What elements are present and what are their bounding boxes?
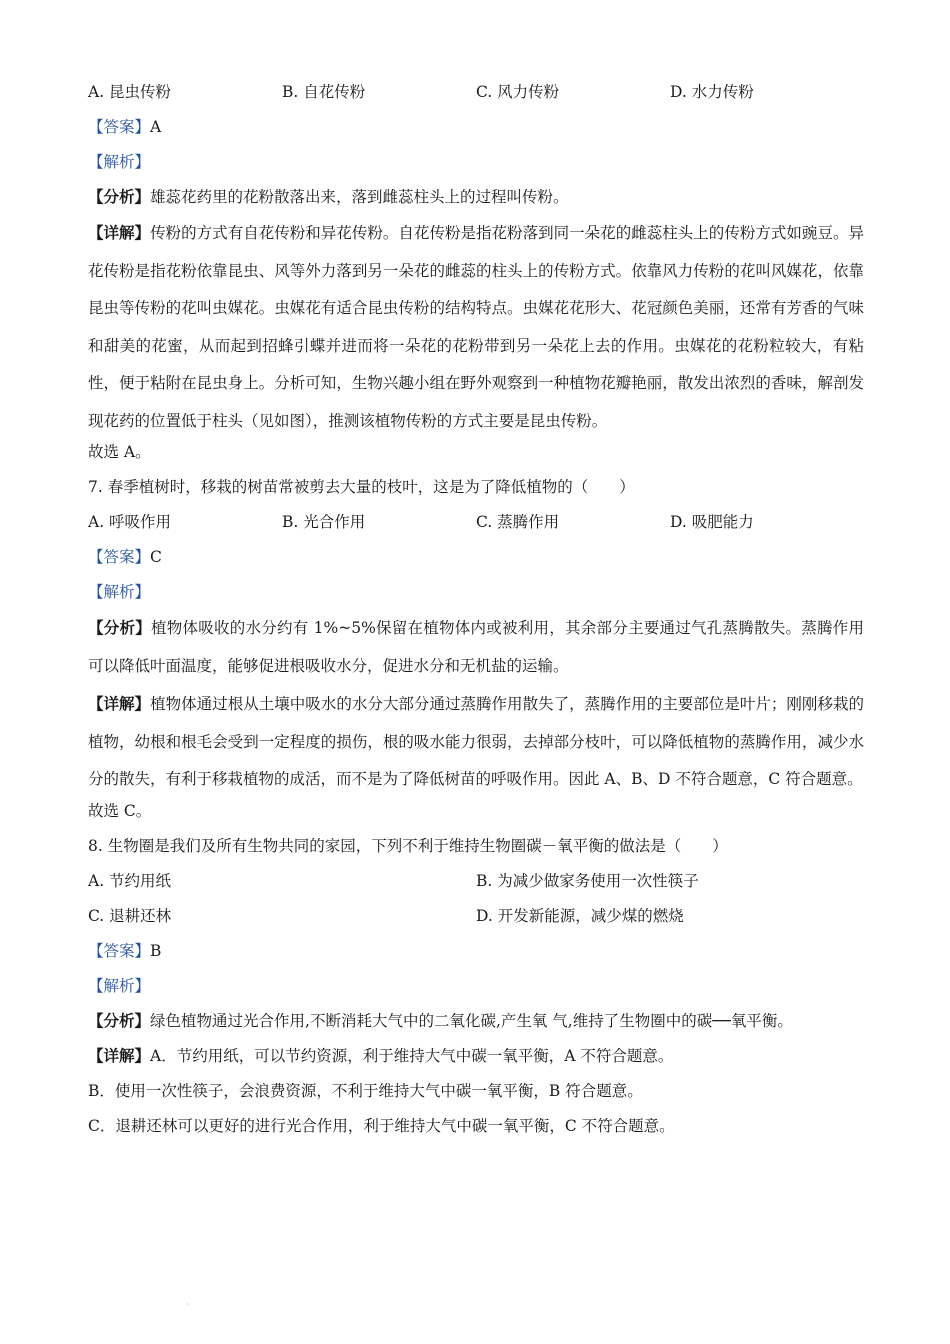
q6-conclusion: 故选 A。 bbox=[88, 443, 151, 461]
q7-option-d: D. 吸肥能力 bbox=[670, 513, 754, 531]
q6-option-d: D. 水力传粉 bbox=[670, 83, 754, 101]
q6-options bbox=[88, 78, 864, 113]
fenxi-tag: 【分析】 bbox=[88, 1010, 151, 1030]
q7-fenxi bbox=[88, 609, 864, 685]
xiangjie-tag: 【详解】 bbox=[88, 694, 151, 713]
q7-xiangjie bbox=[88, 685, 864, 799]
q8-stem: 8. 生物圈是我们及所有生物共同的家园，下列不利于维持生物圈碳－氧平衡的做法是（ ） bbox=[88, 836, 728, 855]
xiangjie-tag: 【详解】 bbox=[88, 223, 151, 242]
q8-fenxi bbox=[88, 1007, 864, 1042]
q8-option-b: B. 为减少做家务使用一次性筷子 bbox=[476, 871, 699, 890]
q8-xiangjie bbox=[88, 1042, 864, 1077]
xiangjie-tag: 【详解】 bbox=[88, 1045, 151, 1065]
q7-answer bbox=[88, 543, 864, 578]
analysis-tag: 【解析】 bbox=[88, 583, 151, 601]
answer-tag: 【答案】 bbox=[88, 548, 151, 566]
q6-answer bbox=[88, 113, 864, 148]
q8-option-c: C. 退耕还林 bbox=[88, 906, 172, 925]
q7-option-c: C. 蒸腾作用 bbox=[476, 513, 560, 531]
q8-detail-b: B．使用一次性筷子，会浪费资源，不利于维持大气中碳一氧平衡，B 符合题意。 bbox=[88, 1081, 643, 1100]
q7-option-a: A. 呼吸作用 bbox=[88, 513, 172, 531]
q8-options-row1 bbox=[88, 867, 864, 902]
footer-mark: · bbox=[186, 1300, 189, 1309]
q6-fenxi bbox=[88, 183, 864, 218]
q7-stem: 7. 春季植树时，移栽的树苗常被剪去大量的枝叶，这是为了降低植物的（ ） bbox=[88, 478, 635, 496]
q8-detail-c: C．退耕还林可以更好的进行光合作用，利于维持大气中碳一氧平衡，C 不符合题意。 bbox=[88, 1116, 675, 1135]
q6-fenxi-text: 雄蕊花药里的花粉散落出来，落到雌蕊柱头上的过程叫传粉。 bbox=[150, 188, 569, 206]
fenxi-tag: 【分析】 bbox=[88, 187, 151, 206]
answer-tag: 【答案】 bbox=[88, 941, 151, 960]
q7-answer-value: C bbox=[150, 548, 162, 566]
q8-answer-value: B bbox=[150, 941, 162, 960]
q7-analysis-heading bbox=[88, 578, 864, 613]
q8-answer bbox=[88, 937, 864, 972]
q6-option-a: A. 昆虫传粉 bbox=[88, 83, 172, 101]
q6-option-c: C. 风力传粉 bbox=[476, 83, 560, 101]
q6-answer-value: A bbox=[150, 118, 162, 136]
q7-option-b: B. 光合作用 bbox=[282, 513, 366, 531]
q8-options-row2 bbox=[88, 902, 864, 937]
q7-fenxi-text: 植物体吸收的水分约有 1%~5%保留在植物体内或被利用，其余部分主要通过气孔蒸腾散失。蒸腾作用可以降低叶面温度，能够促进根吸收水分，促进水分和无机盐的运输。 bbox=[88, 619, 864, 675]
q8-analysis-heading bbox=[88, 972, 864, 1007]
q8-option-d: D. 开发新能源，减少煤的燃烧 bbox=[476, 906, 684, 925]
q7-options bbox=[88, 508, 864, 543]
q6-option-b: B. 自花传粉 bbox=[282, 83, 366, 101]
q7-xiangjie-text: 植物体通过根从土壤中吸水的水分大部分通过蒸腾作用散失了，蒸腾作用的主要部位是叶片；刚刚移栽的植物，幼根和根毛会受到一定程度的损伤，根的吸水能力很弱，去掉部分枝叶，可以降低植物的蒸腾作用，减少水分的散失，有利于移栽植物的成活，而不是为了降低树苗的呼吸作用。因此 A、B、D 不符合题意，C 符合题意。 bbox=[88, 695, 864, 788]
q6-xiangjie-text: 传粉的方式有自花传粉和异花传粉。自花传粉是指花粉落到同一朵花的雌蕊柱头上的传粉方式如豌豆。异花传粉是指花粉依靠昆虫、风等外力落到另一朵花的雌蕊的柱头上的传粉方式。依靠风力传粉的花叫风媒花，依靠昆虫等传粉的花叫虫媒花。虫媒花有适合昆虫传粉的结构特点。虫媒花花形大、花冠颜色美丽，还常有芳香的气味和甜美的花蜜，从而起到招蜂引蝶并进而将一朵花的花粉带到另一朵花上去的作用。虫媒花的花粉粒较大，有粘性，便于粘附在昆虫身上。分析可知，生物兴趣小组在野外观察到一种植物花瓣艳丽，散发出浓烈的香味，解剖发现花药的位置低于柱头（见如图），推测该植物传粉的方式主要是昆虫传粉。 bbox=[88, 224, 864, 430]
q6-analysis-heading bbox=[88, 148, 864, 183]
q7-conclusion: 故选 C。 bbox=[88, 801, 152, 820]
q8-option-a: A. 节约用纸 bbox=[88, 871, 172, 890]
q6-xiangjie bbox=[88, 214, 864, 440]
q8-fenxi-text: 绿色植物通过光合作用,不断消耗大气中的二氧化碳,产生氧 气,维持了生物圈中的碳──氧平衡。 bbox=[150, 1011, 793, 1030]
q8-xiangjie-text: A．节约用纸，可以节约资源，利于维持大气中碳一氧平衡，A 不符合题意。 bbox=[150, 1046, 674, 1065]
document-page bbox=[88, 78, 864, 1147]
analysis-tag: 【解析】 bbox=[88, 153, 151, 171]
analysis-tag: 【解析】 bbox=[88, 976, 151, 995]
fenxi-tag: 【分析】 bbox=[88, 618, 151, 637]
answer-tag: 【答案】 bbox=[88, 118, 151, 136]
